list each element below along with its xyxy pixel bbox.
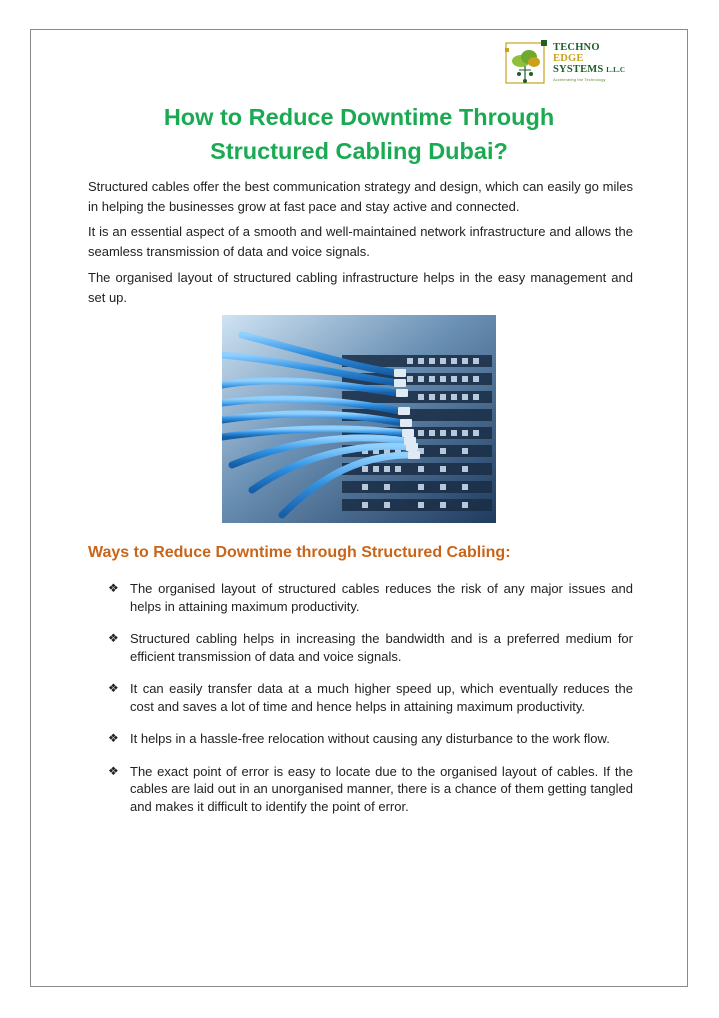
- diamond-bullet-icon: ❖: [108, 681, 119, 695]
- diamond-bullet-icon: ❖: [108, 631, 119, 645]
- title-line-1: How to Reduce Downtime Through: [163, 104, 555, 130]
- logo-line-edge: EDGE: [553, 53, 584, 64]
- list-item: [88, 630, 633, 665]
- intro-paragraph-1: Structured cables offer the best communication strategy and design, which can easily go miles in helping the businesses grow at fast pace and stay active and connected.: [88, 179, 633, 214]
- list-item: [88, 730, 633, 748]
- list-item-text: It can easily transfer data at a much higher speed up, which eventually reduces the cost and saves a lot of time and hence helps in attaining maximum productivity.: [130, 681, 633, 714]
- logo-llc: L.L.C: [606, 66, 626, 74]
- network-cables-photo: [222, 315, 496, 523]
- logo-line-techno: TECHNO: [553, 42, 600, 53]
- list-item-text: The exact point of error is easy to locate due to the organised layout of cables. If the cables are laid out in an unorganised manner, there is a chance of them getting tangled and makes it difficult to identify the point of error.: [130, 763, 633, 814]
- cloud-network-icon: [505, 40, 551, 88]
- logo-systems-word: SYSTEMS: [553, 64, 604, 75]
- list-item: [88, 580, 633, 615]
- list-item-text: Structured cabling helps in increasing the bandwidth and is a preferred medium for efficient transmission of data and voice signals.: [130, 631, 633, 664]
- list-item: [88, 680, 633, 715]
- title-line-2: Structured Cabling Dubai?: [210, 138, 508, 164]
- page-title: [60, 100, 658, 168]
- intro-paragraph-3: The organised layout of structured cabling infrastructure helps in the easy management and set up.: [88, 270, 633, 305]
- list-item-text: It helps in a hassle-free relocation without causing any disturbance to the work flow.: [130, 731, 610, 746]
- section-heading: Ways to Reduce Downtime through Structured Cabling:: [88, 544, 511, 561]
- list-item: [88, 763, 633, 816]
- bullet-list: [88, 580, 633, 815]
- company-logo: [505, 40, 635, 88]
- diamond-bullet-icon: ❖: [108, 763, 119, 778]
- diamond-bullet-icon: ❖: [108, 731, 119, 745]
- patch-panel-illustration: [222, 315, 496, 523]
- intro-paragraph-2: It is an essential aspect of a smooth and well-maintained network infrastructure and allows the seamless transmission of data and voice signals.: [88, 224, 633, 259]
- logo-tagline: Accelerating the Technology: [553, 77, 606, 82]
- list-item-text: The organised layout of structured cables reduces the risk of any major issues and helps in attaining maximum productivity.: [130, 581, 633, 614]
- logo-line-systems: [553, 64, 625, 76]
- diamond-bullet-icon: ❖: [108, 581, 119, 595]
